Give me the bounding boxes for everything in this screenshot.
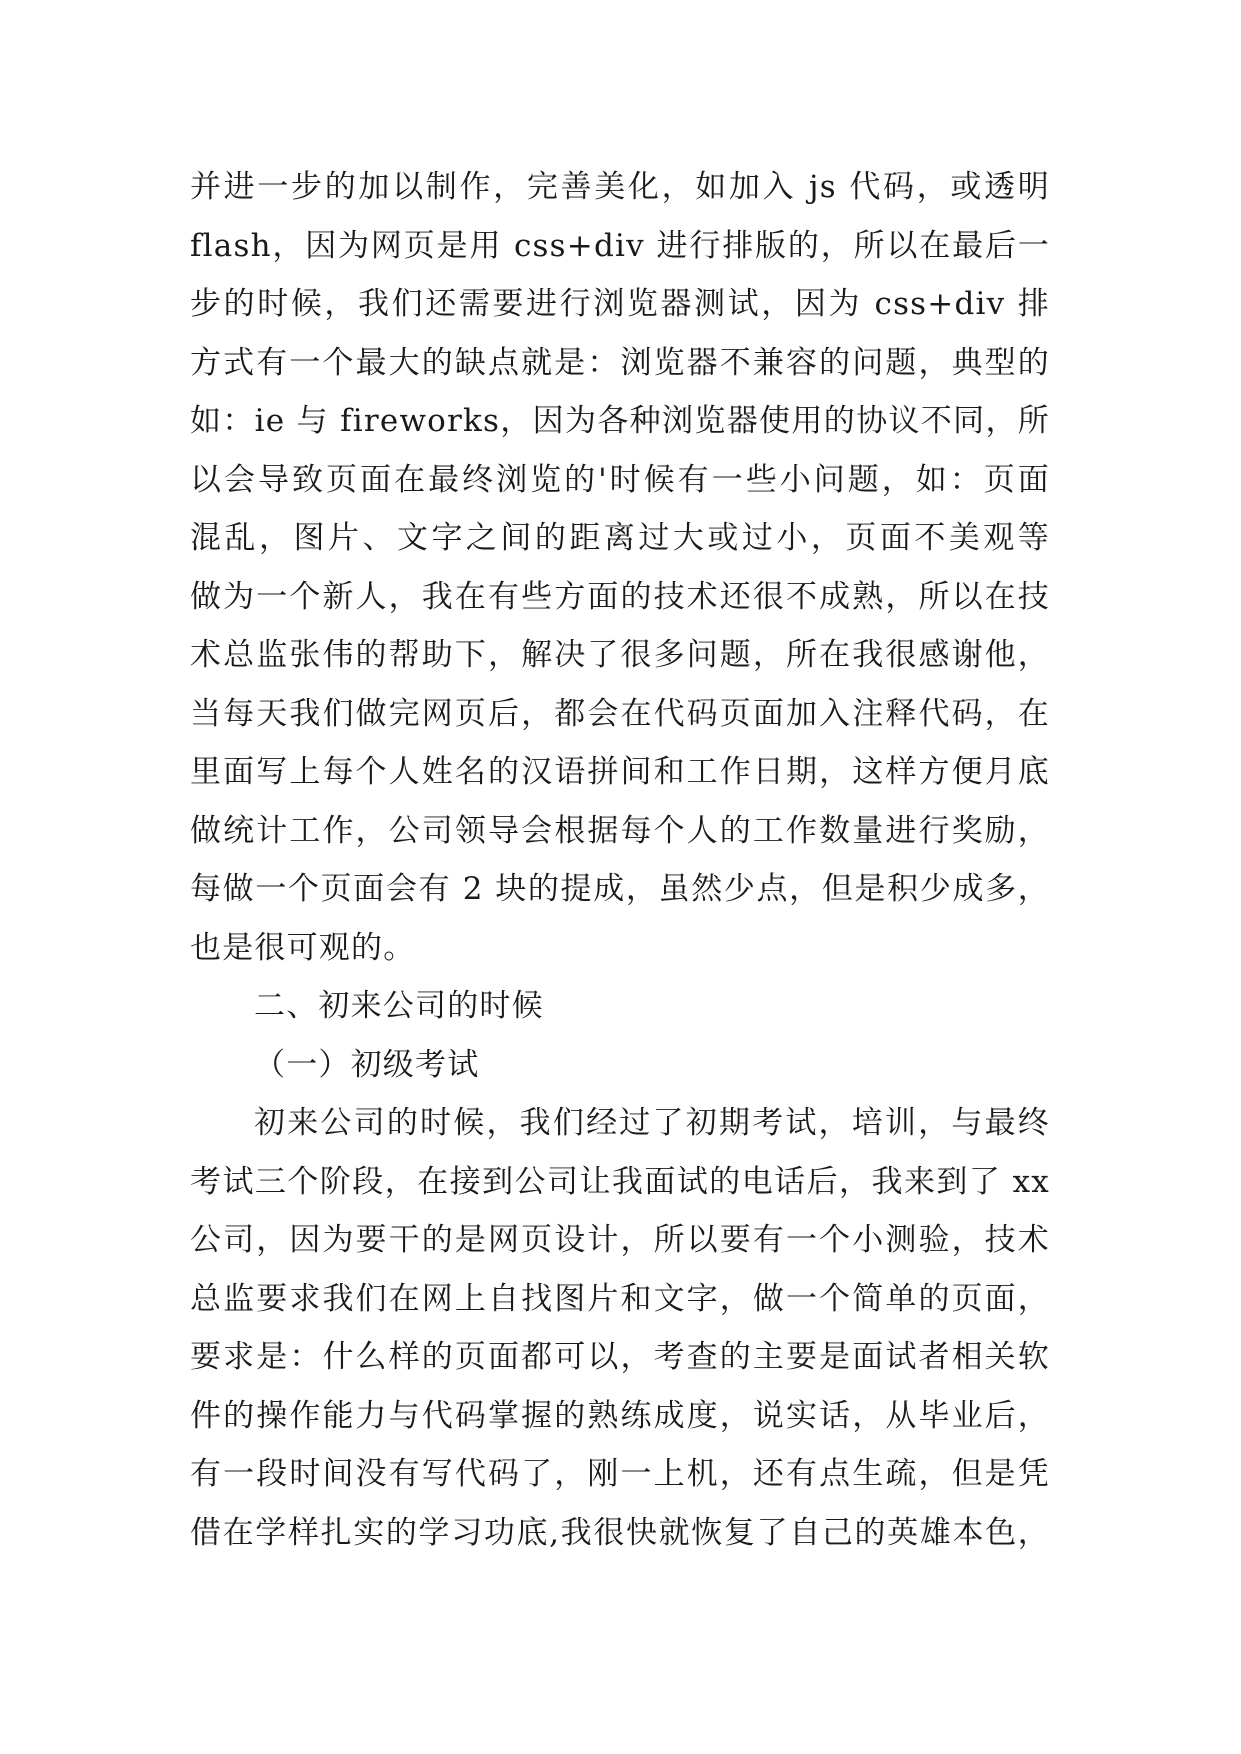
section-heading: 二、初来公司的时候 [254,988,544,1024]
text-line: 公司，因为要干的是网页设计，所以要有一个小测验，技术 [190,1222,1050,1258]
text-line: 考试三个阶段，在接到公司让我面试的电话后，我来到了 xx [190,1163,1050,1200]
text-line: 也是很可观的。 [190,929,416,966]
text-line: 里面写上每个人姓名的汉语拼间和工作日期，这样方便月底 [190,754,1050,790]
text-line: 要求是：什么样的页面都可以，考查的主要是面试者相关软 [190,1339,1050,1375]
text-line: 有一段时间没有写代码了，刚一上机，还有点生疏，但是凭 [190,1456,1050,1492]
text-line: 总监要求我们在网上自找图片和文字，做一个简单的页面， [190,1280,1050,1317]
text-line: 做为一个新人，我在有些方面的技术还很不成熟，所以在技 [190,578,1050,615]
text-line: 件的操作能力与代码掌握的熟练成度，说实话，从毕业后， [190,1397,1050,1434]
text-line: 做统计工作，公司领导会根据每个人的工作数量进行奖励， [190,812,1050,849]
text-line: 步的时候，我们还需要进行浏览器测试，因为 css+div 排 [190,286,1050,322]
text-line: flash，因为网页是用 css+div 进行排版的，所以在最后一 [190,227,1050,264]
text-line: 每做一个页面会有 2 块的提成，虽然少点，但是积少成多， [190,871,1050,907]
text-line: 并进一步的加以制作，完善美化，如加入 js 代码，或透明 [190,169,1050,205]
subsection-heading: （一）初级考试 [254,1046,480,1083]
text-line: 如：ie 与 fireworks，因为各种浏览器使用的协议不同，所 [190,403,1050,439]
document-body [190,158,1050,1562]
text-line: 方式有一个最大的缺点就是：浏览器不兼容的问题，典型的 [190,344,1050,381]
text-line: 术总监张伟的帮助下，解决了很多问题，所在我很感谢他， [190,637,1050,673]
text-line: 混乱，图片、文字之间的距离过大或过小，页面不美观等 [190,520,1050,556]
text-line: 借在学样扎实的学习功底,我很快就恢复了自己的英雄本色， [190,1514,1050,1551]
text-line: 以会导致页面在最终浏览的'时候有一些小问题，如：页面 [190,461,1050,498]
text-line: 当每天我们做完网页后，都会在代码页面加入注释代码，在 [190,695,1050,732]
text-line: 初来公司的时候，我们经过了初期考试，培训，与最终 [254,1105,1050,1141]
